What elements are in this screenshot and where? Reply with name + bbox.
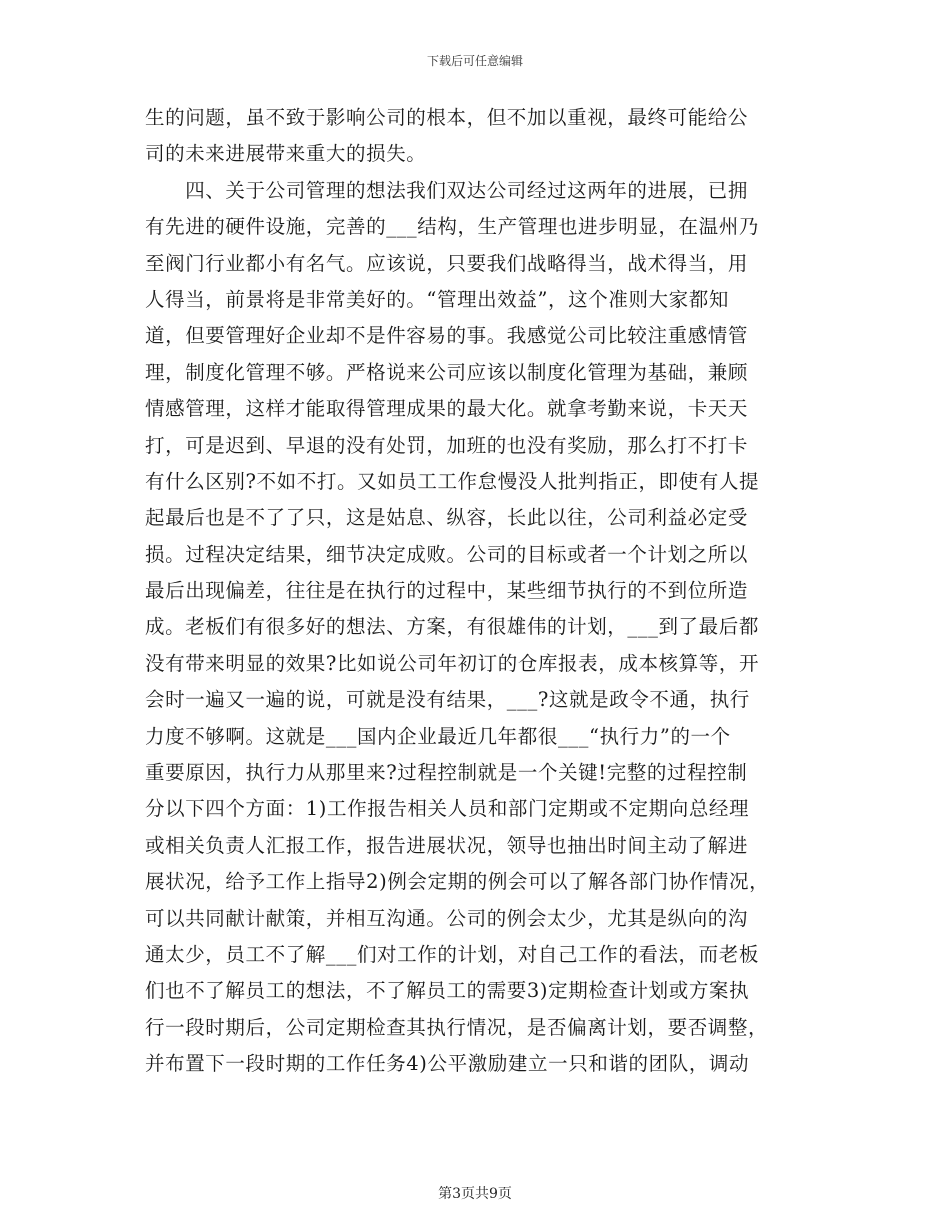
text-line: 起最后也是不了了只，这是姑息、纵容，长此以往，公司利益必定受 — [145, 506, 749, 530]
text-line: 们也不了解员工的想法，不了解员工的需要3)定期检查计划或方案执 — [145, 979, 750, 1003]
text-line: 生的问题，虽不致于影响公司的根本，但不加以重视，最终可能给公 — [145, 106, 749, 129]
text-line: 可以共同献计献策，并相互沟通。公司的例会太少，尤其是纵向的沟 — [145, 906, 749, 930]
text-line: 并布置下一段时期的工作任务4)公平激励建立一只和谐的团队，调动 — [145, 1052, 750, 1076]
text-line: 四、关于公司管理的想法我们双达公司经过这两年的进展，已拥 — [145, 178, 749, 202]
text-line: 情感管理，这样才能取得管理成果的最大化。就拿考勤来说，卡天天 — [145, 397, 749, 421]
text-line: 展状况，给予工作上指导2)例会定期的例会可以了解各部门协作情况， — [145, 870, 770, 894]
text-line: 或相关负责人汇报工作，报告进展状况，领导也抽出时间主动了解进 — [145, 833, 749, 857]
text-line: 道，但要管理好企业却不是件容易的事。我感觉公司比较注重感情管 — [145, 324, 749, 348]
text-line: 力度不够啊。这就是___国内企业最近几年都很___“执行力”的一个 — [145, 724, 731, 748]
text-line: 重要原因，执行力从那里来?过程控制就是一个关键!完整的过程控制 — [145, 761, 748, 785]
text-line: 至阀门行业都小有名气。应该说，只要我们战略得当，战术得当，用 — [145, 251, 749, 275]
text-line: 人得当，前景将是非常美好的。“管理出效益”，这个准则大家都知 — [145, 287, 729, 311]
text-line: 没有带来明显的效果?比如说公司年初订的仓库报表，成本核算等，开 — [145, 651, 760, 675]
text-line: 行一段时期后，公司定期检查其执行情况，是否偏离计划，要否调整， — [145, 1015, 769, 1039]
text-line: 有先进的硬件设施，完善的___结构，生产管理也进步明显，在温州乃 — [145, 215, 759, 239]
text-line: 成。老板们有很多好的想法、方案，有很雄伟的计划，___到了最后都 — [145, 615, 759, 639]
text-line: 理，制度化管理不够。严格说来公司应该以制度化管理为基础，兼顾 — [145, 360, 749, 384]
text-line: 通太少，员工不了解___们对工作的计划，对自己工作的看法，而老板 — [145, 942, 759, 966]
page-header-note: 下载后可任意编辑 — [426, 54, 523, 68]
text-line: 分以下四个方面：1)工作报告相关人员和部门定期或不定期向总经理 — [145, 797, 750, 821]
text-line: 打，可是迟到、早退的没有处罚，加班的也没有奖励，那么打不打卡 — [145, 433, 749, 457]
text-line: 最后出现偏差，往往是在执行的过程中，某些细节执行的不到位所造 — [145, 579, 749, 603]
document-body — [145, 100, 805, 1083]
page-number: 第3页共9页 — [438, 1186, 512, 1202]
text-line: 有什么区别?不如不打。又如员工工作怠慢没人批判指正，即使有人提 — [145, 469, 760, 493]
text-line: 司的未来进展带来重大的损失。 — [145, 142, 427, 166]
text-line: 损。过程决定结果，细节决定成败。公司的目标或者一个计划之所以 — [145, 542, 749, 566]
text-line: 会时一遍又一遍的说，可就是没有结果，___?这就是政令不通，执行 — [145, 688, 750, 712]
